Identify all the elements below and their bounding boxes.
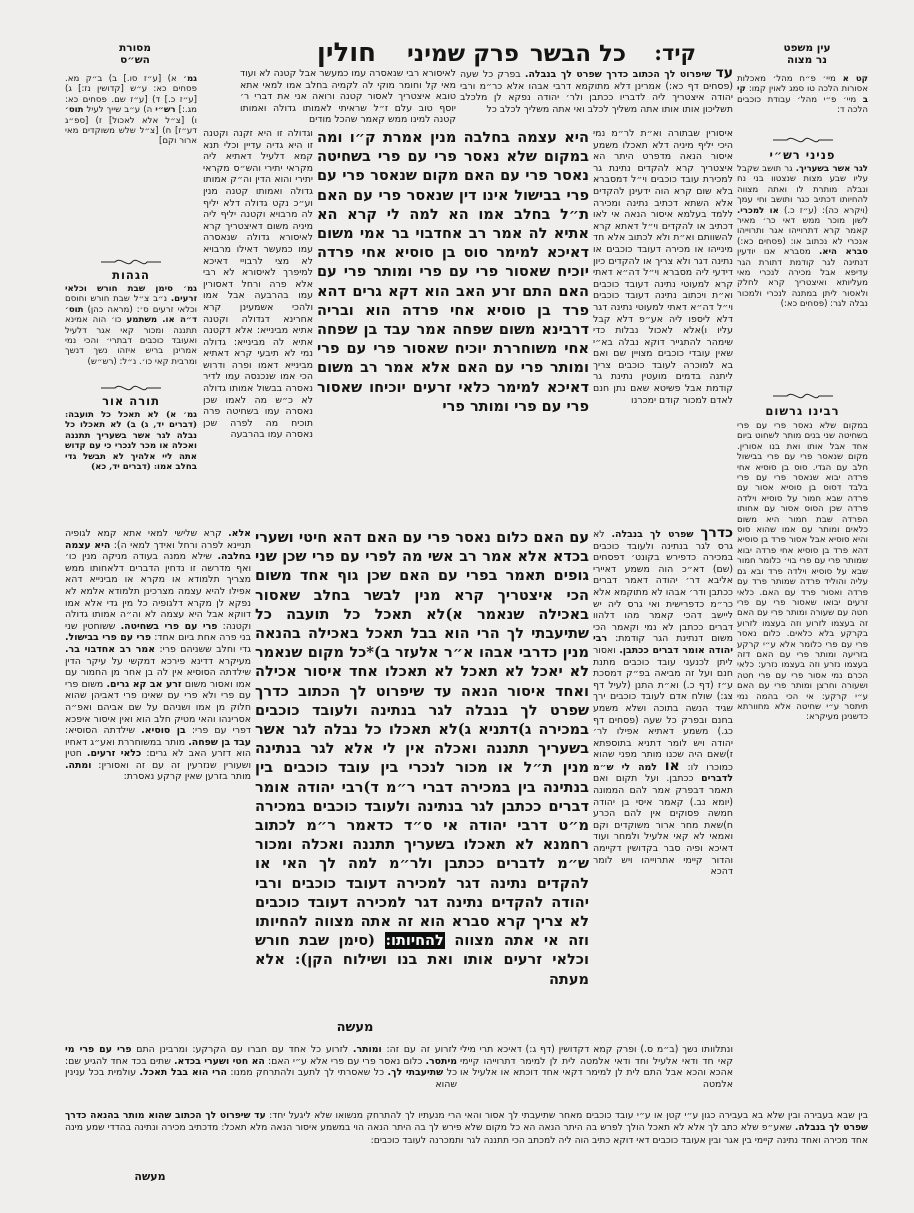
hagahot-text: גמ׳ סימן שבת חורש וכלאי זרעים. נ״ב צ״ל שבת חורש וחוסם וכלאי זרעים ס׳: (מראה כהן) תוס׳ ד״ה או. משתמע כו׳ הוה אמינא תתננה ומכור קאי אגר דלעיל ואעובד כוכבים דבתרי׳ והכי נמי אמרינן בריש איזהו נשך דנשך ומרבית קאי כו׳. נ״ל: (רש״ש) [65,284,197,367]
rashi-bottom-block: לזרוע זה עם זה: ומותר. לזרוע כל אחד עם חברו עם הקרקע: ומרבינן התם פרי עם פרי מי מיתסר. כלום נאסר פרי עם פרי אלא ע״י האם: הא חטי ושערי בכדא. שתים בכד אחד להגיע שם: כל שתיעבתי לך. כל שאסרתי לך לתעב ולהתרחק ממנו: הרי הוא בבל תאכל. עולמית בכל ענינין שהוא [65,1044,457,1090]
tractate-name: חולין [316,38,376,68]
daf-number: קיד: [654,40,696,65]
gemara-column-lower: עם האם כלום נאסר פרי עם האם דהא חיטי ושערי בכדא אלא אמר רב אשי מה לפרי עם פרי שכן שני גופים תאמר בפרי עם האם שכן גוף אחד משום הכי איצטריך קרא מנין לבשר בחלב שאסור באכילה שנאמר א)לא תאכל כל תועבה כל שתיעבתי לך הרי הוא בבל תאכל באכילה בהנאה מנין כדרבי אבהו א״ר אלעזר ב)*כל מקום שנאמר לא יאכל לא תאכל לא תאכלו אחד איסור אכילה ואחד איסור הנאה עד שיפרוט לך הכתוב כדרך שפרט לך בנבלה לגר בנתינה ולעובד כוכבים במכירה ג)דתניא ג)לא תאכלו כל נבלה לגר אשר בשעריך תתננה ואכלה אין לי אלא לגר בנתינה מנין ת״ל או מכור לנכרי בין עובד כוכבים בין בנתינה בין במכירה דברי ר״מ ד)רבי יהודה אומר דברים ככתבן לגר בנתינה ולעובד כוכבים במכירה מ״ט דרבי יהודה אי ס״ד כדאמר ר״מ לכתוב רחמנא לא תאכלו בשעריך תתננה ואכלה ומכור ש״מ לדברים ככתבן ולר״מ למה לך האי או להקדים נתינה דגר למכירה דעובד כוכבים ורבי יהודה להקדים נתינה דגר למכירה דעובד כוכבים לא צריך קרא סברא הוא זה אתה מצווה להחיותו וזה אי אתה מצווה להחיותו: (סימן שבת חורש וכלאי זרעים אותו ואת בנו ושילוח הקן): אלא מעתה [255,529,589,988]
torah-or-text: גמ׳ א) לא תאכל כל תועבה: (דברים יד, ג) ב) לא תאכלו כל נבלה לגר אשר בשעריך תתננה ואכלה או מכר לנכרי כי עם קדוש אתה ליי אלהיך לא תבשל גדי בחלב אמו: (דברים יד, כא) [65,410,197,473]
section-divider-ornament [65,382,197,394]
torah-or-title: תורה אור [102,394,160,408]
pninei-rashi-text: לגר אשר בשעריך. גר תושב שקבל עליו שבע מצות שנצטוו בני נח ונבלה מותרת לו ואתה מצווה להחיותו דכתיב כגר ותושב וחי עמך (ויקרא כה): (ע״ז כ.) או למכרי. לשון מוכר ממש דאי כר׳ מאיר קאמר קרא דתרוייהו אגר ותרוייהו אנכרי לא נכתוב או: (פסחים כא:) סברא היא. מסברא אנו יודעין דנתינה לגר קודמת דתורת הגר עדיפא אבל מכירה לנכרי מאי מעליותא ואיצטריך קרא לחלק ולאסור ליתן במתנה לנכרי ולמכור נבלה לגר: (פסחים כא:) [737,164,868,310]
ein-mishpat-notes: קט א מיי׳ פ״ח מהל׳ מאכלות אסורות הלכה טו סמג לאוין קמו: קי ב מיי׳ פ״י מהל׳ עבודת כוכבים הלכה ד: [737,74,868,116]
ein-mishpat-corner-title [762,42,852,66]
corner-title-line: מסורת [119,42,151,54]
mesorat-hashas-notes: גמ׳ א) [ע״ז סו.] ב) ב״ק מא. פסחים כא: ע״ש [קדושין נז:] ג) [ע״ז כ.] ד) [ע״ז שם. פסחים כא: מג.:] רש״י ה) ע״ב שייך לעיל תוס׳ ו) [צ״ל אלא לאכול] ז) [ספ״ג דע״ז] ח) [צ״ל שלש משוקדים מאי ארור וקם] [65,74,197,147]
corner-title-line: נר מצוה [786,54,827,66]
rashi-opening-block: לאיסורא רבי שנאסרה עמו כמעשר אבל קטנה לא ועוד מאי קל וחומר מוקי לה לקמיה בחלב אמו למאי אתא טובא איצטריך לאסור קטנה ורואה אני את דברי ר׳ יוסף טוב עלם ז״ל שראיתי לאמותו גדולה ואמותו קטנה למינו ממש קאמר שהכל מודים [240,68,456,126]
corner-title-line: עין משפט [783,42,831,54]
tosafot-column-lower: כדרך שפרט לך בנבלה. לא גרס לגר בנתינה ולעובד כוכבים במכירה כדפירש בקונט׳ דפסחים (שם) דא״כ הוה משמע דאיירי אליבא דר׳ יהודה דאמר דברים ככתבן ודר׳ אבהו לא מתוקמא אלא כר״מ כדפרישית ואי גרס ליה יש ליישב דהכי קאמר מהו דלהוו דברים ככתבן לא נמי וקאמר הכי משום דנתינת הגר קודמת: רבי יהודה אומר דברים ככתבן. ואסור ליתן לכנעני עובד כוכבים מתנת חנם ועל זה מביאה בפ״ק דמסכת ע״ז (דף כ.) וא״ת התנן (לעיל דף צג:) שולח אדם לעובד כוכבים ירך שגיד הנשה בתוכה ושלא משמע בחנם ובפרק כל שעה (פסחים דף כג.) משמע דאתיא אפילו לר׳ יהודה ויש לומר דתניא בתוספתא ז)שאם היה שכנו מותר מפני שהוא כמוכרו לו: או למה לי ש״מ לדברים ככתבן. ועל תקום ואם תאמר דבפרק אמר להם הממונה (יומא נב.) קאמר איסי בן יהודה חמשה פסוקים אין להם הכרע ח)שאת מחר ארור משוקדים וקם ואמאי לא קאי אלעיל ולמחר ועוד דאיכא ופיה סבר בקדושין דקיימה והדור קיימי אתרוייהו ויש לומר דהכא [593,528,733,878]
rabbeinu-gershom-title: רבינו גרשום [765,404,840,418]
pninei-rashi-title: פניני רש״י [769,148,836,162]
tosafot-opening-block: עד שיפרוט לך הכתוב כדרך שפרט לך בנבלה. בפרק כל שעה (פסחים דף כא:) אמרינן דלא מתוקמא דרבי אבהו אלא כר״מ ורבי יהודה איצטריך ליה לדבריו ככתבן ולר׳ יהודה נפקא לן מלכלב תשליכון אותו אותו אתה משליך לכלב ואי אתה משליך לכלב כל [460,68,733,115]
gemara-column-upper: היא עצמה בחלבה מנין אמרת ק״ו ומה במקום שלא נאסר פרי עם פרי בשחיטה נאסר פרי עם האם מקום שנאסר פרי עם פרי בבישול אינו דין שנאסר פרי עם האם ת״ל בחלב אמו הא למה לי קרא הא אתיא לה אמר רב אחדבוי בר אמי משום דאיכא למימר סוס בן סוסיא אחי פרדה יוכיח שאסור פרי עם פרי ומותר פרי עם האם התם זרע האב הוא דקא גרים דהא פרד בן סוסיא אחי פרדה הוא ובריה דרבינא משום שפחה אמר עבד בן שפחה אחי משוחררת יוכיח שאסור פרי עם פרי ומותר פרי עם האם אלא אמר רב משום דאיכא למימר כלאי זרעים יוכיחו שאסור פרי עם פרי ומותר פרי [317,129,589,415]
gemara-catchword: מעשה [336,1020,374,1035]
rabbeinu-gershom-text: במקום שלא נאסר פרי עם פרי בשחיטה שני בנים מותר לשחוט ביום אחד אבל אותו ואת בנו אסורין. מקום שנאסר פרי עם פרי בבישול חלב עם הגדי. סוס בן סוסיא אחי פרדה יבוא שנאסר פרי עם פרי בלבד דסוס בן סוסיא אסור עם פרדה שבא חמור על סוסיא וילדה פרדה שכן הסוס אסור עם אחותו הפרדה שבת חמור היא משום כלאים ומותר עם אמו שהוא סוס והיא סוסיא אבל אסור פרד בן סוסיא דהא פרד בן סוסיא אחי פרדה יבוא שמותר פרי עם פרי בוי׳ כלומר חמור שבא על סוסיא וילדה פרד ובא גם עליה והוליד פרדה שמותר פרד עם פרדה ואסור פרד עם האם. כלאי זרעים יבואו שאסור פרי עם פרי חטה עם שעורה ומותר פרי עם האם זה בעצמו לזרוע וזה בעצמו לזרוע בקרקע בלא כלאים. כלום נאסר פרי עם פרי כלומר אלא ע״י קרקע בזריעה ומותר פרי עם האם דזה בעצמו נזרע וזה בעצמו נזרע: כלאי הכרם נמי אסור פרי עם פרי חטה ושעורה וחרצן ומותר פרי עם האם ע״י קרקע: אי הכי בהמה נמי תיתסר ע״י שחיטה אלא מחוורתא כדשנינן מעיקרא: [737,421,868,723]
corner-title-line: הש״ס [120,54,150,66]
mesorat-corner-title [95,42,175,66]
rabbeinu-gershom-bottom-block: בין שבא בעבירה ובין שלא בא בעבירה כגון ע״י קטן או ע״י עובד כוכבים מאחר שתיעבתי לך אסור והאי הרי מנעתיו לך להתרחק מנשואו שלא ליגעל יחד: עד שיפרוט לך הכתוב שהוא מותר בהנאה כדרך שפרט לך בנבלה. שאע״פ שלא כתב לך אלא לא תאכל הולך לפרש בה היתר הנאה הא כל מקום שלא פירש לך בה היתר הנאה הוי במשמע איסור הנאה מלא תאכל: מדכתיב מכירה ונתינה בהדדי שמע מינה אחד מכירה ואחד נתינה קיימי בין אגר ובין אעובד כוכבים דאי דוקא כתיב הוה ליה למכתב הכי תתננה לגר ותמכרנה לעובד כוכבים: [65,1110,868,1146]
page-catchword: מעשה [134,1170,166,1183]
rashi-column-upper: וגדולה זו היא זקנה וקטנה זו היא גדיה עדיין וכלי תנא קמא דלעיל דאתיא ליה מקראי יתירי והש״ס מקראי יתירי והוא הדין וה״ק אמותו גדולה ואמותו קטנה מנין וע״כ נקט גדולה דלא יליף לה מרבויא וקטנה יליף ליה מיניה משום דאיצטריך קרא לאיסורא גדולה שנאסרה עמו כמעשר דאילו מרבויא לא מצי לרבויי דאיכא למיפרך לאיסורא לא רבי אלא פרה ורחל דאסורין עמו בהרבעה אבל אמו ולהכי אשמעינן קרא אחרינא דגדולה וקטנה אתיא מבינייא: אלא דקטנה אתיא לה מבינייא: גדולה נמי לא תיבעי קרא דאתיא מבינייא דאמו ופרה ודרוש הכי אמו שנכנסה עמו לדיר נאסרה בבשול אמותו גדולה לא כ״ש מה לאמו שכן נאסרה עמו בשחיטה פרה תוכיח מה לפרה שכן נאסרה עמו בהרבעה [203,128,313,441]
perek-label: פרק שמיני [407,40,519,67]
section-divider-ornament [65,256,197,268]
tosafot-bottom-block: ונתלוותו נשך (ב״מ ס.) ופרק קמא דקדושין (דף ג:) דאיכא תרי מילי קאי חד ודאי אלעיל וחד ודאי אלמטה לית לן למימר דתרוייהו קיימי אהכא והכא אבל התם לית לן למימר דקאי אחד דוכתא או אלעיל או אלמטה [460,1044,733,1090]
section-divider-ornament [737,390,868,402]
tosafot-column-upper: איסורין שבתורה וא״ת לר״מ נמי היכי יליף מיניה דלא תאכלו משמע איסור הנאה מדפרט היתר הא איצטריך קרא להקדים נתינת גר למכירת עובד כוכבים וי״ל דמסברא בלא שום קרא הוה ידעינן להקדים אלא השתא דכתיב נתינה ומכירה ללמד בעלמא איסור הנאה אי לאו דכתיב או להקדים וי״ל דאתא קרא להשוותם וא״ת ולא לכתוב אלא חד מינייהו או מכירה דעובד כוכבים או נתינה דגר ולא צריך או להקדים כיון דידעי ליה מסברא וי״ל דה״א דאתי קרא למעוטי נתינה דעובד כוכבים וא״ת ויכתוב נתינה דעובד כוכבים וי״ל דה״א דאתי למעוטי נתינה דגר דלא ליספו ליה אע״פ דלא קבל עליו ו)אלא לאכול נבלות כדי שימהר להתגייר דוקא נבלה בא״י שאין עובדי כוכבים מצויין שם ואם בא למוכרה לעובד כוכבים צריך ליתנה בדמים מועטין נתינת גר קודמת אבל פשיטא שאם נתן חנם לאדם למכור קודם ימכרנו [593,128,733,406]
section-divider-ornament [737,134,868,146]
chapter-name: כל הבשר [529,40,626,67]
hagahot-title: הגהות [112,268,150,282]
rashi-column-lower: אלא. קרא שלישי למאי אתא קמא לגופיה תניינא לפרה ורחל ואידך למאי ה): היא עצמה בחלבה. שילא ממנה בעודה מניקה מנין כו׳ ואף מדרשה זו נדחין הדברים דלאחותו ממש מצריך תלמודא או מקרא או מבינייא דהא אפילו להיא עצמה מצרכינן תלמודא אלמא לא נפקא לן מקרא דלגופיה כל מין גדי אלא אמו דווקא אבל היא עצמה לא וה״ה אמותו גדולה וקטנה: פרי עם פרי בשחיטה. ששוחטין שני בני פרה אחת ביום אחד: פרי עם פרי בבישול. גדי וחלב ששניהם פרי: אמר רב אחדבוי בר. מעיקרא דדינא פירכא דמקשי על עיקר הדין שילדתה הסוסיא אין לה בן אחר מן החמור עם אמו ואסור משום זרע אב קא גרים. משום פרי עם פרי ולא פרי עם שאינו פרי דאביהן שהוא חלוק מן אמו ושניהם על שם אביהם ואפ״ה אסרינהו והאי מטיק חלב הוא ואין איסור איפכא דפרי עם פרי: בן סוסיא. שילדתה הסוסיא: עבד בן שפחה. מותר במשוחררת ואע״ג דאחיו הוא דזרע האב לא גרים: כלאי זרעים. חטין ושעורין שנזרעין זה עם זה ואסורין: ומתה. מותר בזרען שאין קרקע נאסרת: [65,528,251,783]
